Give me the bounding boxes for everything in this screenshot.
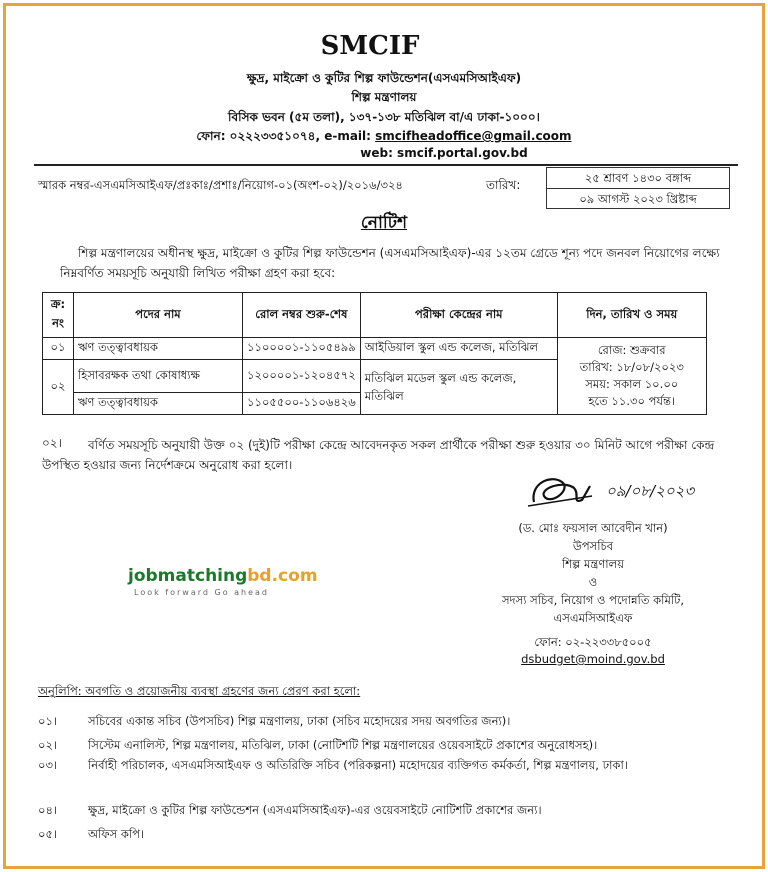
org-address: বিসিক ভবন (৫ম তলা), ১৩৭-১৩৮ মতিঝিল বা/এ ঢাকা-১০০০।	[228, 110, 540, 124]
cell-post: ঋণ তত্ত্বাবধায়ক	[74, 338, 243, 360]
col-post: পদের নাম	[74, 293, 243, 338]
date-english: ০৯ আগস্ট ২০২৩ খ্রিষ্টাব্দ	[579, 192, 697, 206]
intro-paragraph: শিল্প মন্ত্রণালয়ের অধীনস্থ ক্ষুদ্র, মাইক্রো ও কুটির শিল্প ফাউন্ডেশন (এসএমসিআইএফ)-এর ১২তম গ্রেডে শূন্য পদে জনবল নিয়োগের লক্ষ্যে নিম্নবর্ণিত সময়সূচি অনুযায়ী লিখিত পরীক্ষা গ্রহণ করা হবে:	[60, 246, 720, 280]
signatory-phone: ফোন: ০২-২২৩৩৮৫০০৫	[534, 635, 652, 649]
contact-line	[0, 128, 768, 148]
cell-schedule	[557, 338, 706, 415]
cell-center: মতিঝিল মডেল স্কুল এন্ড কলেজ, মতিঝিল	[360, 360, 557, 415]
svg-text:SMCIF: SMCIF	[320, 31, 420, 61]
header-divider	[34, 164, 738, 166]
cell-post: হিসাবরক্ষক তথা কোষাধ্যক্ষ	[74, 360, 243, 393]
notice-title: নোটিশ	[360, 213, 408, 233]
table-header-row	[43, 293, 707, 338]
signatory-and: ও	[588, 575, 598, 589]
col-serial: ক্র: নং	[43, 293, 74, 338]
date-bangla: ২৫ শ্রাবণ ১৪৩০ বঙ্গাব্দ	[547, 168, 729, 189]
signatory-role: সদস্য সচিব, নিয়োগ ও পদোন্নতি কমিটি,	[501, 593, 685, 607]
cell-roll: ১১০০০০১-১১০৫৪৯৯	[243, 338, 361, 360]
cc-heading: অনুলিপি: অবগতি ও প্রয়োজনীয় ব্যবস্থা গ্রহণের জন্য প্রেরণ করা হলো:	[38, 684, 361, 698]
col-center: পরীক্ষা কেন্দ্রের নাম	[360, 293, 557, 338]
col-roll: রোল নম্বর শুরু-শেষ	[243, 293, 361, 338]
cell-center: আইডিয়াল স্কুল এন্ড কলেজ, মতিঝিল	[360, 338, 557, 360]
schedule-day: রোজ: শুক্রবার	[597, 343, 666, 357]
signatory-email[interactable]: dsbudget@moind.gov.bd	[521, 652, 665, 666]
ministry-name: শিল্প মন্ত্রণালয়	[351, 90, 417, 104]
para2-text: বর্ণিত সময়সূচি অনুযায়ী উক্ত ০২ (দুই)টি পরীক্ষা কেন্দ্রে আবেদনকৃত সকল প্রার্থীকে পরীক্ষা শুরু হওয়ার ৩০ মিনিট আগে পরীক্ষা কেন্দ্র উপস্থিত হওয়ার জন্য নির্দেশক্রমে অনুরোধ করা হলো।	[42, 438, 715, 472]
date-label: তারিখ:	[486, 178, 521, 192]
cell-serial: ০২	[43, 360, 74, 415]
schedule-end: হতে ১১.৩০ পর্যন্ত।	[588, 394, 676, 408]
date-box	[546, 167, 730, 209]
signatory-org: এসএমসিআইএফ	[553, 611, 633, 625]
cell-roll: ১১০৫৫০০-১১০৬৪২৬	[243, 393, 361, 415]
org-name: ক্ষুদ্র, মাইক্রো ও কুটির শিল্প ফাউন্ডেশন(এসএমসিআইএফ)	[246, 71, 522, 85]
signature-image	[520, 466, 720, 516]
table-row	[43, 338, 707, 360]
svg-text:০৯/০৮/২০২৩: ০৯/০৮/২০২৩	[606, 482, 695, 500]
para2-number: ০২।	[42, 436, 62, 450]
schedule-date: তারিখ: ১৮/০৮/২০২৩	[579, 360, 684, 374]
watermark-brand: jobmatchingbd.com	[128, 566, 318, 586]
email-link[interactable]: smcifheadoffice@gmail.coom	[375, 129, 572, 143]
cell-post: ঋণ তত্ত্বাবধায়ক	[74, 393, 243, 415]
web-address[interactable]: web: smcif.portal.gov.bd	[360, 146, 528, 160]
notice-document: SMCIF ক্ষুদ্র, মাইক্রো ও কুটির শিল্প ফাউন্ডেশন(এসএমসিআইএফ) শিল্প মন্ত্রণালয় বিসিক ভবন (৫ম তলা), ১৩৭-১৩৮ মতিঝিল বা/এ ঢাকা-১০০০। ফোন: ০২২২৩৩৫১০৭৪, e-mail: smcifheadoffice@gmail.coom web: smcif.portal.gov.bd স্মারক নম্বর-এসএমসিআইএফ/প্রঃকাঃ/প্রশাঃ/নিয়োগ-০১(অংশ-০২)/২০১৬/৩২৪ তারিখ: ২৫ শ্রাবণ ১৪৩০ বঙ্গাব্দ ০৯ আগস্ট ২০২৩ খ্রিষ্টাব্দ নোটিশ শিল্প মন্ত্রণালয়ের অধীনস্থ ক্ষুদ্র, মাইক্রো ও কুটির শিল্প ফাউন্ডেশন (এসএমসিআইএফ)-এর ১২তম গ্রেডে শূন্য পদে জনবল নিয়োগের লক্ষ্যে নিম্নবর্ণিত সময়সূচি অনুযায়ী লিখিত পরীক্ষা গ্রহণ করা হবে: ক্র: নং পদের নাম রোল নম্বর শুরু-শেষ পরীক্ষা কেন্দ্রের নাম দিন, তারিখ ও সময় ০১ ঋণ তত্ত্বাবধায়ক ১১০০০০১-১১০৫৪৯৯ আইডিয়াল স্কুল এন্ড কলেজ, মতিঝিল রোজ: শুক্রবার তারিখ: ১৮/০৮/২০২৩ সময়: সকাল ১০.০০ হতে ১১.৩০ পর্যন্ত। ০২ হিসাবরক্ষক তথা কোষাধ্যক্ষ ১২০০০০১-১২০৪৫৭২ মতিঝিল মডেল স্কুল এন্ড কলেজ, মতিঝিল ঋণ তত্ত্বাবধায়ক ১১০৫৫০০-১১০৬৪২৬ ০২। বর্ণিত সময়সূচি অনুযায়ী উক্ত ০২ (দুই)টি পরীক্ষা কেন্দ্রে আবেদনকৃত সকল প্রার্থীকে পরীক্ষা শুরু হওয়ার ৩০ মিনিট আগে পরীক্ষা কেন্দ্র উপস্থিত হওয়ার জন্য নির্দেশক্রমে অনুরোধ করা হলো। ০৯/০৮/২০২৩ (ড. মোঃ ফয়সাল আবেদীন খান) উপসচিব শিল্প মন্ত্রণালয় ও সদস্য সচিব, নিয়োগ ও পদোন্নতি কমিটি, এসএমসিআইএফ ফোন: ০২-২২৩৩৮৫০০৫ dsbudget@moind.gov.bd jobmatchingbd.com Look forward Go ahead অনুলিপি: অবগতি ও প্রয়োজনীয় ব্যবস্থা গ্রহণের জন্য প্রেরণ করা হলো: ০১। সচিবের একান্ত সচিব (উপসচিব) শিল্প মন্ত্রণালয়, ঢাকা (সচিব মহোদয়ের সদয় অবগতির জন্য)। ০২। সিস্টেম এনালিস্ট, শিল্প মন্ত্রণালয়, মতিঝিল, ঢাকা (নোটিশটি শিল্প মন্ত্রণালয়ের ওয়েবসাইটে প্রকাশের অনুরোধসহ)। ০৩। নির্বাহী পরিচালক, এসএমসিআইএফ ও অতিরিক্তি সচিব (পরিকল্পনা) মহোদয়ের ব্যক্তিগত কর্মকর্তা, শিল্প মন্ত্রণালয়, ঢাকা। ০৪। ক্ষুদ্র, মাইক্রো ও কুটির শিল্প ফাউন্ডেশন (এসএমসিআইএফ)-এর ওয়েবসাইটে নোটিশটি প্রকাশের জন্য। ০৫। অফিস কপি।	[0, 0, 768, 872]
schedule-time: সময়: সকাল ১০.০০	[585, 377, 679, 391]
smcif-logo	[300, 24, 440, 64]
signatory-office: শিল্প মন্ত্রণালয়	[562, 557, 624, 571]
col-schedule: দিন, তারিখ ও সময়	[557, 293, 706, 338]
phone-label: ফোন: ০২২২৩৩৫১০৭৪, e-mail:	[196, 129, 376, 143]
cell-roll: ১২০০০০১-১২০৪৫৭২	[243, 360, 361, 393]
cell-serial: ০১	[43, 338, 74, 360]
exam-schedule-table	[42, 292, 707, 415]
watermark-tagline: Look forward Go ahead	[134, 588, 270, 597]
signatory-designation: উপসচিব	[572, 539, 614, 553]
memo-number: স্মারক নম্বর-এসএমসিআইএফ/প্রঃকাঃ/প্রশাঃ/নিয়োগ-০১(অংশ-০২)/২০১৬/৩২৪	[38, 178, 403, 192]
signatory-name: (ড. মোঃ ফয়সাল আবেদীন খান)	[518, 521, 668, 535]
